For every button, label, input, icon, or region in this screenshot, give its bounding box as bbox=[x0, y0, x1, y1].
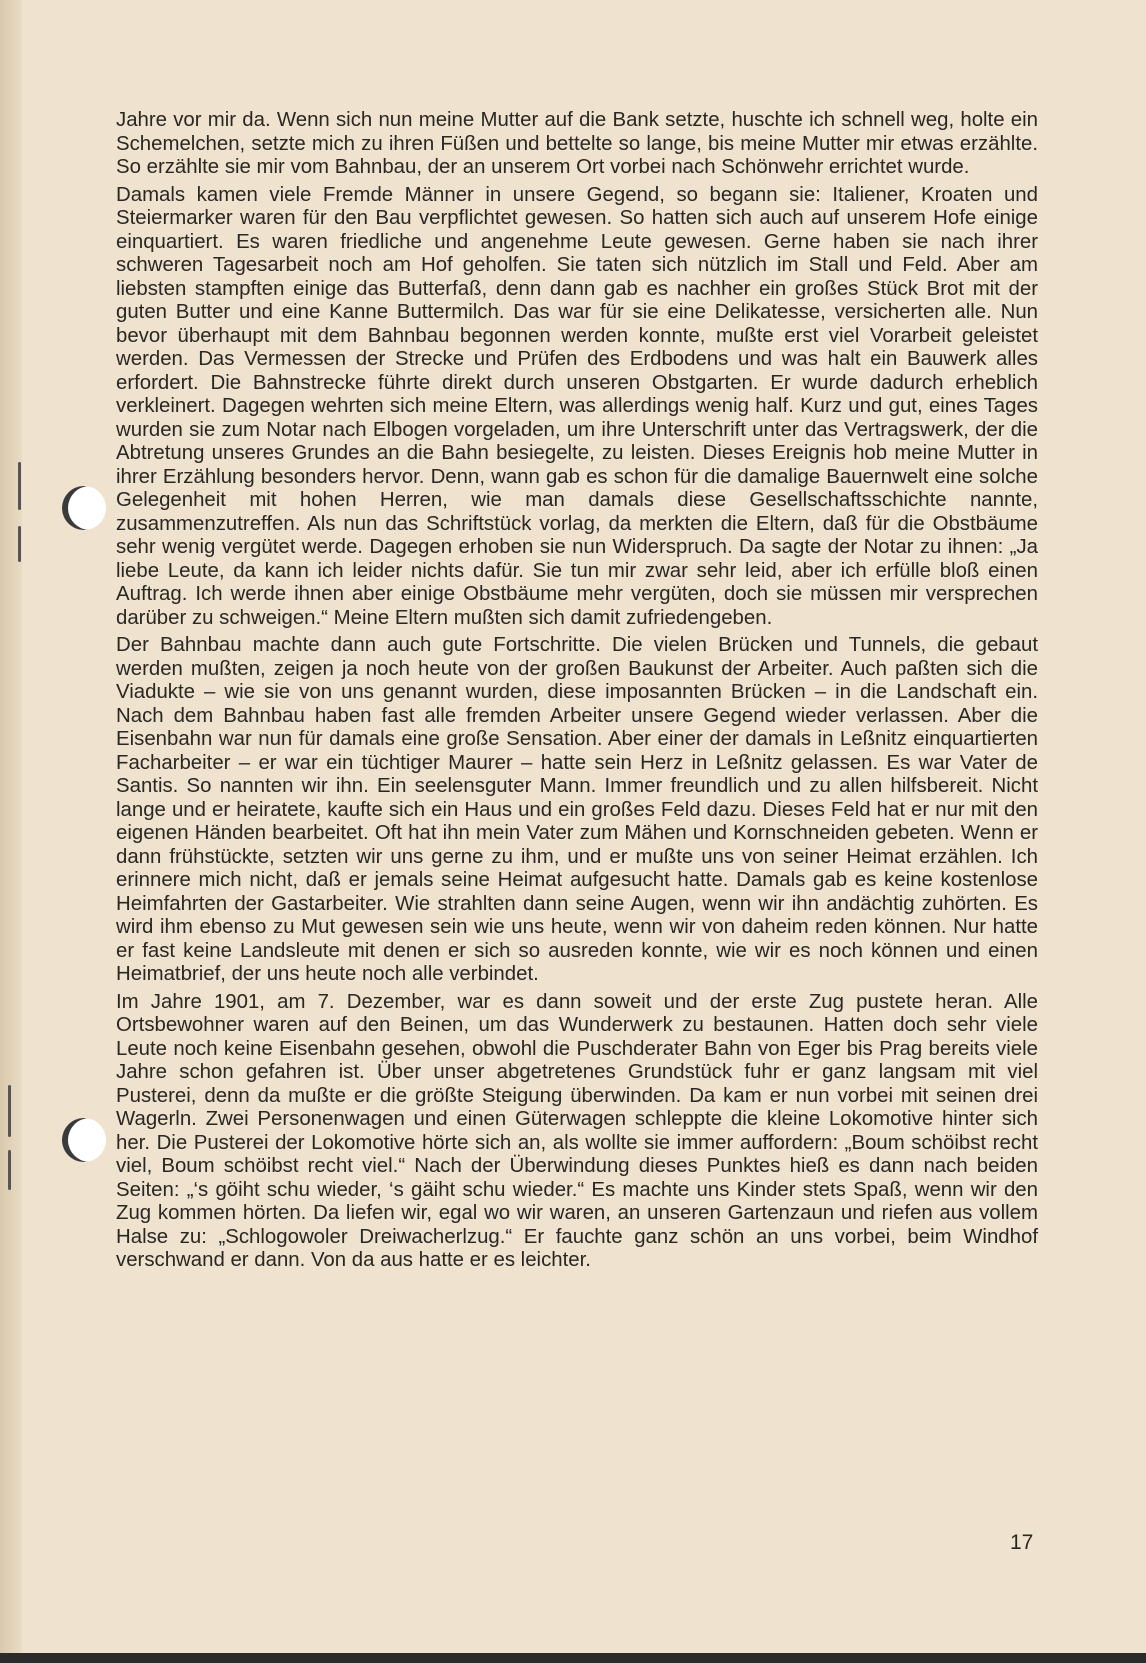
binding-mark bbox=[18, 462, 21, 510]
page-number: 17 bbox=[1010, 1531, 1034, 1554]
paragraph: Damals kamen viele Fremde Männer in unsere Gegend, so begann sie: Italiener, Kroaten und Steiermarker waren für den Bau verpflichtet gewesen. So hatten sich auch auf unserem Hofe einige einquartiert. Es waren friedliche und angenehme Leute gewesen. Gerne haben sie nach ihrer schweren Tagesarbeit noch am Hof geholfen. Sie taten sich nützlich im Stall und Feld. Aber am liebsten stampften einige das Butterfaß, denn dann gab es nachher ein großes Stück Brot mit der guten Butter und eine Kanne Buttermilch. Das war für sie eine Delikatesse, versicherten alle. Nun bevor überhaupt mit dem Bahnbau begonnen werden konnte, mußte erst viel Vorarbeit geleistet werden. Das Vermessen der Strecke und Prüfen des Erdbodens und was halt ein Bauwerk alles erfordert. Die Bahnstrecke führte direkt durch unseren Obstgarten. Er wurde dadurch erheblich verkleinert. Dagegen wehrten sich meine Eltern, was allerdings wenig half. Kurz und gut, eines Tages wurden sie zum Notar nach Elbogen vorgeladen, um ihre Unterschrift unter das Vertragswerk, der die Abtretung unseres Grundes an die Bahn besiegelte, zu leisten. Dieses Ereignis hob meine Mutter in ihrer Erzählung besonders hervor. Denn, wann gab es schon für die damalige Bauernwelt eine solche Gelegenheit mit hohen Herren, wie man damals diese Gesellschaftsschichte nannte, zusammenzutreffen. Als nun das Schriftstück vorlag, da merkten die Eltern, daß für die Obstbäume sehr wenig vergütet werde. Dagegen erhoben sie nun Widerspruch. Da sagte der Notar zu ihnen: „Ja liebe Leute, da kann ich leider nichts dafür. Sie tun mir zwar sehr leid, aber ich erfülle bloß einen Auftrag. Ich werde ihnen aber einige Obstbäume mehr vergüten, doch sie müssen mir versprechen darüber zu schweigen.“ Meine Eltern mußten sich damit zufriedengeben. bbox=[116, 183, 1038, 629]
body-text bbox=[116, 109, 1038, 1277]
paragraph: Im Jahre 1901, am 7. Dezember, war es dann soweit und der erste Zug pustete heran. Alle Ortsbewohner waren auf den Beinen, um das Wunderwerk zu bestaunen. Hatten doch sehr viele Leute noch keine Eisenbahn gesehen, obwohl die Puschderater Bahn von Eger bis Prag bereits viele Jahre schon gefahren ist. Über unser abgetretenes Grundstück fuhr er ganz langsam mit viel Pusterei, denn da mußte er die größte Steigung überwinden. Da kam er nun vorbei mit seinen drei Wagerln. Zwei Personenwagen und einen Güterwagen schleppte die kleine Lokomotive hinter sich her. Die Pusterei der Lokomotive hörte sich an, als wollte sie immer auffordern: „Boum schöibst recht viel, Boum schöibst recht viel.“ Nach der Überwindung dieses Punktes hieß es dann nach beiden Seiten: „‘s göiht schu wieder, ‘s gäiht schu wieder.“ Es machte uns Kinder stets Spaß, wenn wir den Zug kommen hörten. Da liefen wir, egal wo wir waren, an unseren Gartenzaun und riefen aus vollem Halse zu: „Schlogowoler Dreiwacherlzug.“ Er fauchte ganz schön an uns vorbei, beim Windhof verschwand er dann. Von da aus hatte er es leichter. bbox=[116, 990, 1038, 1271]
binding-mark bbox=[18, 526, 21, 562]
binding-mark bbox=[8, 1085, 11, 1137]
binding-mark bbox=[8, 1150, 11, 1190]
page-bottom-edge bbox=[0, 1653, 1146, 1663]
paragraph: Jahre vor mir da. Wenn sich nun meine Mutter auf die Bank setzte, huschte ich schnell weg, holte ein Schemelchen, setzte mich zu ihren Füßen und bettelte so lange, bis meine Mutter mir etwas erzählte. So erzählte sie mir vom Bahnbau, der an unserem Ort vorbei nach Schönwehr errichtet wurde. bbox=[116, 109, 1038, 178]
punch-hole bbox=[62, 1118, 106, 1162]
punch-hole bbox=[62, 486, 106, 530]
page-gutter bbox=[0, 0, 22, 1663]
paragraph: Der Bahnbau machte dann auch gute Fortschritte. Die vielen Brücken und Tunnels, die gebaut werden mußten, zeigen ja noch heute von der großen Baukunst der Arbeiter. Auch paßten sich die Viadukte – wie sie von uns genannt wurden, diese imposannten Brücken – in die Landschaft ein. Nach dem Bahnbau haben fast alle fremden Arbeiter unsere Gegend wieder verlassen. Aber die Eisenbahn war nun für damals eine große Sensation. Aber einer der damals in Leßnitz einquartierten Facharbeiter – er war ein tüchtiger Maurer – hatte sein Herz in Leßnitz gelassen. Es war Vater de Santis. So nannten wir ihn. Ein seelensguter Mann. Immer freundlich und zu allen hilfsbereit. Nicht lange und er heiratete, kaufte sich ein Haus und ein großes Feld dazu. Dieses Feld hat er nur mit den eigenen Händen bearbeitet. Oft hat ihn mein Vater zum Mähen und Kornschneiden gebeten. Wenn er dann frühstückte, setzten wir uns gerne zu ihm, und er mußte uns von seiner Heimat erzählen. Ich erinnere mich nicht, daß er jemals seine Heimat aufgesucht hatte. Damals gab es keine kostenlose Heimfahrten der Gastarbeiter. Wie strahlten dann seine Augen, wenn wir ihn andächtig zuhörten. Es wird ihm ebenso zu Mut gewesen sein wie uns heute, wenn wir von daheim reden können. Nur hatte er fast keine Landsleute mit denen er sich so ausreden konnte, wie wir es noch können und einen Heimatbrief, der uns heute noch alle verbindet. bbox=[116, 634, 1038, 985]
